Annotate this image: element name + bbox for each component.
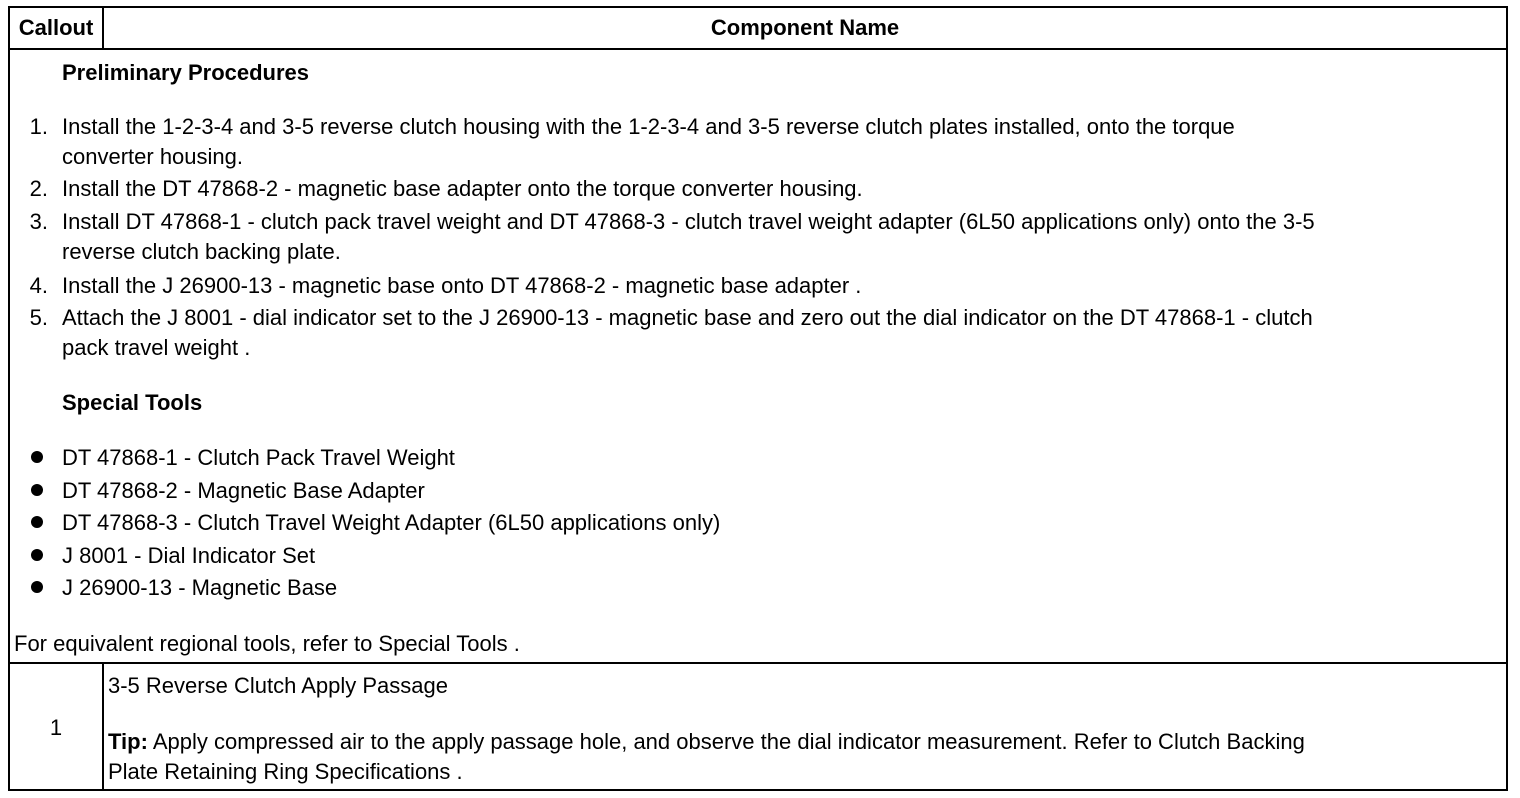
step-number: 3. bbox=[29, 209, 48, 234]
step-text: Attach the J 8001 - dial indicator set to the J 26900-13 - magnetic base and zero out the dial indicator on the DT 47868-1 - clutch bbox=[62, 305, 1313, 330]
table-header bbox=[10, 8, 1506, 50]
regional-tools-note: For equivalent regional tools, refer to Special Tools . bbox=[14, 631, 520, 656]
step-text: Install DT 47868-1 - clutch pack travel weight and DT 47868-3 - clutch travel weight adapter (6L50 applications only) onto the 3-5 bbox=[62, 209, 1315, 234]
step-text: Install the J 26900-13 - magnetic base onto DT 47868-2 - magnetic base adapter . bbox=[62, 273, 862, 298]
step-text: pack travel weight . bbox=[62, 335, 251, 360]
step-text: Install the DT 47868-2 - magnetic base adapter onto the torque converter housing. bbox=[62, 176, 863, 201]
step-text: Install the 1-2-3-4 and 3-5 reverse clutch housing with the 1-2-3-4 and 3-5 reverse clutch plates installed, onto the torque bbox=[62, 114, 1235, 139]
preliminary-heading: Preliminary Procedures bbox=[62, 60, 310, 85]
header-callout: Callout bbox=[10, 8, 104, 48]
row-divider bbox=[10, 662, 1506, 664]
row-callout: 1 bbox=[49, 715, 63, 740]
tool-item: DT 47868-2 - Magnetic Base Adapter bbox=[62, 478, 425, 503]
step-number: 1. bbox=[29, 114, 48, 139]
special-tools-heading: Special Tools bbox=[62, 390, 203, 415]
row-tip bbox=[108, 727, 1305, 757]
bullet-icon bbox=[31, 581, 43, 593]
step-number: 2. bbox=[29, 176, 48, 201]
tool-item: J 26900-13 - Magnetic Base bbox=[62, 575, 338, 600]
step-text: converter housing. bbox=[62, 144, 243, 169]
step-text: reverse clutch backing plate. bbox=[62, 239, 341, 264]
step-number: 5. bbox=[29, 305, 48, 330]
procedure-table bbox=[8, 6, 1508, 791]
tool-item: J 8001 - Dial Indicator Set bbox=[62, 543, 316, 568]
bullet-icon bbox=[31, 451, 43, 463]
bullet-icon bbox=[31, 549, 43, 561]
row-component-name: 3-5 Reverse Clutch Apply Passage bbox=[108, 673, 448, 698]
tool-item: DT 47868-3 - Clutch Travel Weight Adapter (6L50 applications only) bbox=[62, 510, 721, 535]
tip-label: Tip: bbox=[108, 729, 148, 754]
bullet-icon bbox=[31, 516, 43, 528]
column-divider bbox=[102, 664, 104, 789]
header-component-name: Component Name bbox=[710, 15, 900, 40]
tip-text: Apply compressed air to the apply passage hole, and observe the dial indicator measurement. Refer to Clutch Backing bbox=[152, 729, 1305, 754]
row-tip-continued: Plate Retaining Ring Specifications . bbox=[108, 759, 463, 784]
tool-item: DT 47868-1 - Clutch Pack Travel Weight bbox=[62, 445, 455, 470]
step-number: 4. bbox=[29, 273, 48, 298]
bullet-icon bbox=[31, 484, 43, 496]
